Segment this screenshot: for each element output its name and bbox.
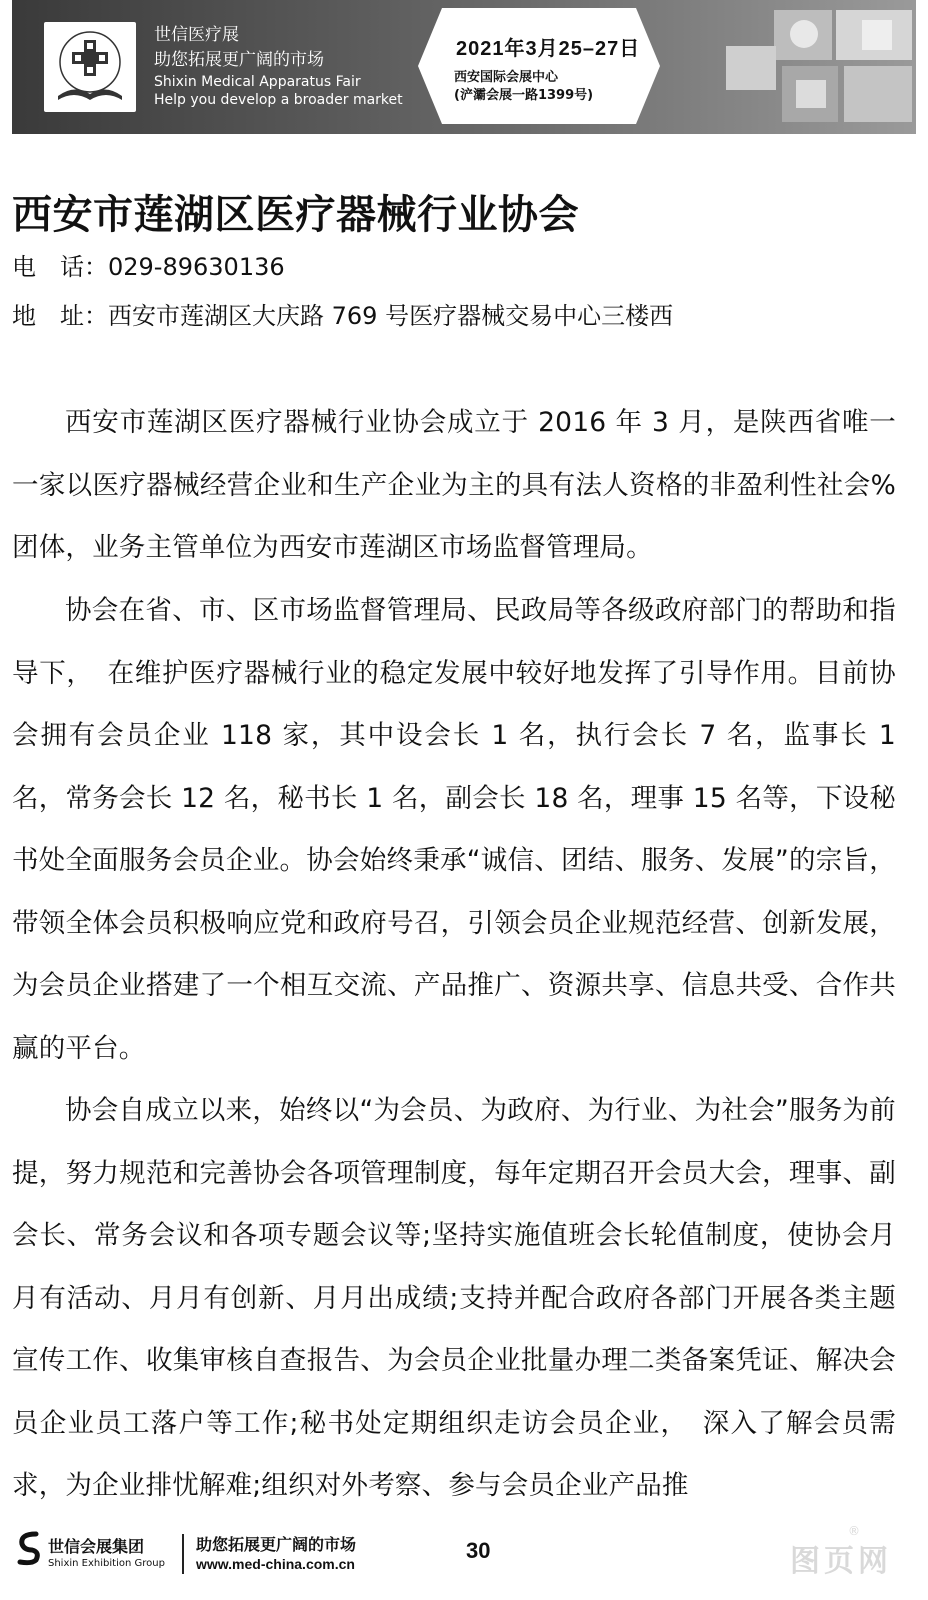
page-footer [0, 1520, 928, 1600]
registered-mark: ® [848, 1524, 860, 1538]
footer-divider [182, 1534, 184, 1574]
banner-title-cn: 世信医疗展 [154, 25, 239, 45]
banner-slogan-cn: 助您拓展更广阔的市场 [154, 50, 324, 70]
date-hexagon [416, 6, 662, 126]
footer-brand-en: Shixin Exhibition Group [48, 1558, 165, 1569]
fair-date: 2021年3月25–27日 [456, 38, 641, 60]
footer-brand: 世信会展集团 [48, 1537, 145, 1556]
address-line: 地 址：西安市莲湖区大庆路 769 号医疗器械交易中心三楼西 [12, 302, 674, 330]
banner-slogan-en: Help you develop a broader market [154, 92, 403, 108]
medical-equipment-photos [712, 6, 916, 128]
paragraph-activities: 协会自成立以来，始终以“为会员、为政府、为行业、为社会”服务为前提，努力规范和完善协会各项管理制度，每年定期召开会员大会，理事、副会长、常务会议和各项专题会议等;坚持实施值班会长轮值制度，使协会月月有活动、月月有创新、月月出成绩;支持并配合政府各部门开展各类主题宣传工作、收集审核自查报告、为会员企业批量办理二类备案凭证、解决会员企业员工落户等工作;秘书处定期组织走访会员企业， 深入了解会员需求，为企业排忧解难;组织对外考察、参与会员企业产品推 [12, 1095, 896, 1501]
fair-banner [12, 0, 916, 134]
phone-line: 电 话：029-89630136 [12, 253, 285, 281]
banner-title-en: Shixin Medical Apparatus Fair [154, 74, 361, 90]
footer-url: www.med-china.com.cn [196, 1556, 355, 1572]
medical-cross-logo-icon [44, 22, 136, 112]
watermark: 图页网 [790, 1544, 892, 1579]
fair-address: (浐灞会展一路1399号) [454, 88, 594, 103]
footer-slogan: 助您拓展更广阔的市场 [196, 1535, 357, 1554]
paragraph-membership: 协会在省、市、区市场监督管理局、民政局等各级政府部门的帮助和指导下， 在维护医疗器械行业的稳定发展中较好地发挥了引导作用。目前协会拥有会员企业 118 家，其中设会长 1 名，执行会长 7 名，监事长 1 名，常务会长 12 名，秘书长 1 名，副会长 18 名，理事 15 名等，下设秘书处全面服务会员企业。协会始终秉承“诚信、团结、服务、发展”的宗旨，带领全体会员积极响应党和政府号召，引领会员企业规范经营、创新发展，为会员企业搭建了一个相互交流、产品推广、资源共享、信息共受、合作共赢的平台。 [12, 595, 896, 1064]
page-title: 西安市莲湖区医疗器械行业协会 [12, 192, 579, 238]
paragraph-intro: 西安市莲湖区医疗器械行业协会成立于 2016 年 3 月，是陕西省唯一一家以医疗器械经营企业和生产企业为主的具有法人资格的非盈利性社会% 团体，业务主管单位为西安市莲湖区市场监督管理局。 [12, 407, 923, 563]
page-number: 30 [466, 1538, 491, 1563]
shixin-group-logo-icon [14, 1530, 44, 1566]
fair-logo [44, 22, 136, 112]
fair-venue: 西安国际会展中心 [454, 70, 559, 85]
